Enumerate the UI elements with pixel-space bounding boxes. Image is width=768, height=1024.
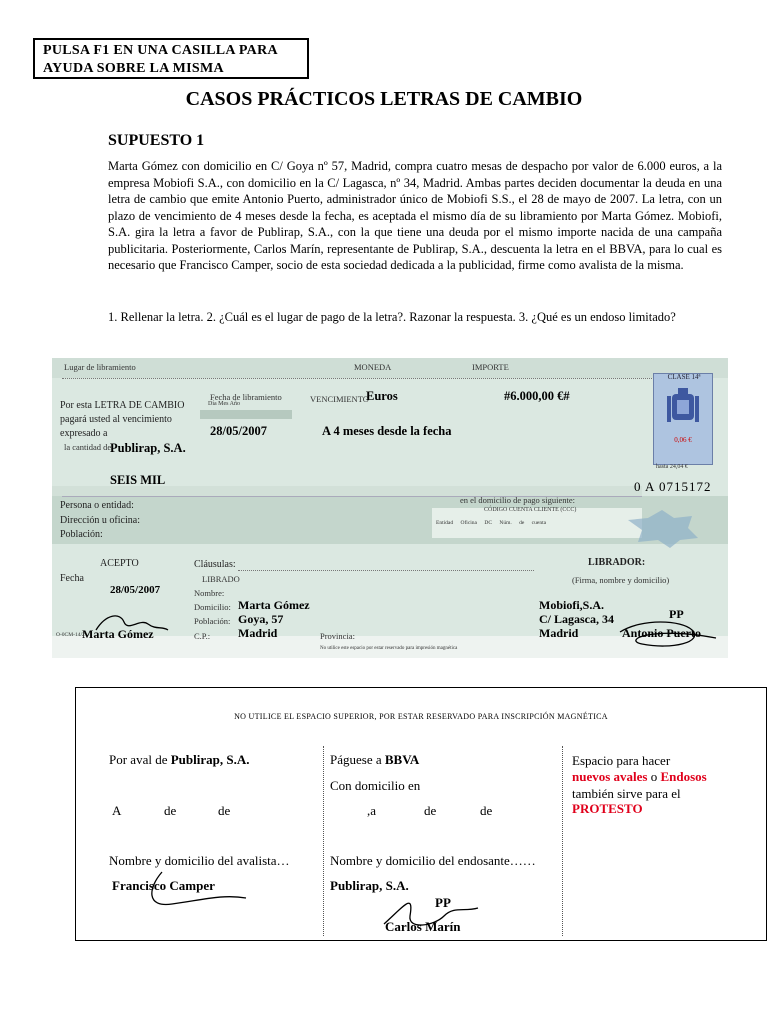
label-poblacion-librado: Población: [194, 616, 231, 626]
endosante-name: Publirap, S.A. [330, 878, 409, 893]
label-expresado: expresado a [60, 428, 108, 439]
label-fecha-libramiento: Fecha de libramiento [210, 392, 282, 402]
value-librado-domicilio: Goya, 57 [238, 612, 284, 626]
coat-of-arms-icon [666, 386, 700, 430]
value-fecha-acepto: 28/05/2007 [110, 584, 161, 596]
value-beneficiario: Publirap, S.A. [110, 441, 186, 455]
label-acepto: ACEPTO [100, 558, 139, 569]
label-fecha: Fecha [60, 573, 84, 584]
endoso-de-2: de [480, 803, 493, 818]
value-librador-domicilio: C/ Lagasca, 34 [539, 612, 614, 626]
bottom-code: O-0CM-14/2 [56, 632, 85, 638]
endosante-signature [374, 886, 484, 936]
case-questions: 1. Rellenar la letra. 2. ¿Cuál es el lugar de pago de la letra?. Razonar la respuesta. 3. ¿Qué es un endoso limitado? [108, 310, 676, 324]
bill-of-exchange-back [75, 687, 767, 941]
avalista-signature [142, 868, 252, 914]
bill-of-exchange-front [52, 358, 728, 658]
label-nombre: Nombre: [194, 588, 225, 598]
stamp-clase: CLASE 14ª [667, 373, 701, 381]
aval-prefix: Por aval de [109, 752, 168, 767]
label-dia-mes-ano: Día Mes Año [208, 401, 240, 407]
label-vencimiento: VENCIMIENTO [310, 394, 369, 404]
label-pagara: pagará usted al vencimiento [60, 414, 172, 425]
paguese-value: BBVA [384, 752, 420, 767]
endoso-coma-a: ,a [367, 803, 377, 818]
value-serial: 0 A 0715172 [634, 479, 712, 494]
back-note: NO UTILICE EL ESPACIO SUPERIOR, POR ESTAR RESERVADO PARA INSCRIPCIÓN MAGNÉTICA [234, 712, 608, 721]
endosante-firma: Carlos Marín [385, 919, 461, 934]
watermark-seal [622, 508, 702, 548]
label-por-esta: Por esta LETRA DE CAMBIO [60, 400, 185, 411]
aval-de-1: de [164, 803, 177, 818]
case-statement: Marta Gómez con domicilio en C/ Goya nº 57, Madrid, compra cuatro mesas de despacho por valor de 6.000 euros, a la empresa Mobiofi S.A., con domicilio en la C/ Lagasca, nº 34, Madrid. Ambas partes deciden documentar la deuda en una letra de cambio que emite Antonio Puerto, administrador único de Mobiofi S.S., el 28 de mayo de 2007. La letra, con un plazo de vencimiento de 4 meses desde la fecha, es aceptada el mismo día de su libramiento por Marta Gómez. Mobiofi, S.A. gira la letra a favor de Publirap, S.A., con la que tiene una deuda por el mismo importe nacida de una campaña publicitaria. Posteriormente, Carlos Marín, representante de Publirap, S.A., descuenta la letra en el BBVA, para lo cual es necesario que Francisco Camper, socio de esta sociedad dedicada a la publicidad, firme como avalista de la misma. [108, 159, 722, 272]
acceptor-signature [92, 608, 172, 638]
aval-de-2: de [218, 803, 231, 818]
label-firma: (Firma, nombre y domicilio) [572, 575, 670, 585]
col3-line-1: Espacio para hacer [572, 753, 671, 768]
value-vencimiento: A 4 meses desde la fecha [322, 424, 452, 438]
fiscal-stamp [653, 373, 713, 465]
case-subtitle: SUPUESTO 1 [108, 132, 205, 149]
help-line-1: PULSA F1 EN UNA CASILLA PARA [43, 43, 278, 58]
label-cp: C.P.: [194, 631, 211, 641]
paguese-prefix: Páguese a [330, 752, 382, 767]
help-box [33, 38, 309, 79]
bottom-note: No utilice este espacio por estar reservado para impresión magnética [320, 646, 458, 651]
value-fecha-libramiento: 28/05/2007 [210, 424, 267, 438]
value-acepto-firma: Marta Gómez [82, 627, 154, 641]
page-title: CASOS PRÁCTICOS LETRAS DE CAMBIO [185, 88, 583, 110]
label-librado: LIBRADO [202, 574, 240, 584]
aval-label [109, 752, 249, 768]
stamp-price: 0,06 € [674, 436, 692, 444]
label-ccc: CÓDIGO CUENTA CLIENTE (CCC) [484, 507, 577, 513]
label-clausulas: Cláusulas: [194, 559, 236, 570]
value-cantidad-letras: SEIS MIL [110, 473, 166, 487]
col3-endosos: Endosos [660, 769, 707, 784]
value-moneda: Euros [366, 389, 398, 403]
librador-signature [612, 616, 728, 652]
aval-value: Publirap, S.A. [170, 752, 250, 767]
endoso-domicilio-label: Con domicilio en [330, 778, 421, 793]
endoso-de-1: de [424, 803, 437, 818]
label-direccion: Dirección u oficina: [60, 515, 140, 526]
col3-line-3: también sirve para el [572, 786, 681, 801]
label-domicilio: Domicilio: [194, 602, 231, 612]
avalista-name: Francisco Camper [112, 878, 215, 893]
col3-line-2 [572, 769, 707, 785]
label-persona: Persona o entidad: [60, 500, 134, 511]
value-librado-poblacion: Madrid [238, 626, 278, 640]
stamp-max: hasta 24,04 € [656, 464, 688, 470]
label-librador: LIBRADOR: [588, 557, 646, 568]
aval-a: A [112, 803, 122, 818]
label-poblacion: Población: [60, 529, 103, 540]
avalista-label: Nombre y domicilio del avalista… [109, 853, 290, 868]
label-ccc-cols: Entidad Oficina DC Núm. de cuenta [436, 520, 547, 526]
label-lugar: Lugar de libramiento [64, 362, 136, 372]
help-line-2: AYUDA SOBRE LA MISMA [43, 61, 224, 76]
value-librador-poblacion: Madrid [539, 626, 579, 640]
endosante-pp: PP [435, 895, 451, 910]
value-importe: #6.000,00 €# [504, 389, 570, 403]
col3-o: o [650, 769, 658, 784]
label-importe: IMPORTE [472, 362, 509, 372]
label-cantidad: la cantidad de [64, 442, 112, 452]
paguese-label [330, 752, 419, 768]
value-librador-nombre: Mobiofi,S.A. [539, 598, 605, 612]
endosante-label: Nombre y domicilio del endosante…… [330, 853, 536, 868]
col3-nuevos-avales: nuevos avales [572, 769, 648, 784]
label-moneda: MONEDA [354, 362, 392, 372]
label-provincia: Provincia: [320, 631, 355, 641]
label-domicilio-pago: en el domicilio de pago siguiente: [460, 495, 575, 505]
col3-protesto: PROTESTO [572, 801, 643, 816]
value-librador-firma: Antonio Puerto [622, 626, 701, 640]
value-librador-pp: PP [669, 607, 684, 621]
value-librado-nombre: Marta Gómez [238, 598, 310, 612]
